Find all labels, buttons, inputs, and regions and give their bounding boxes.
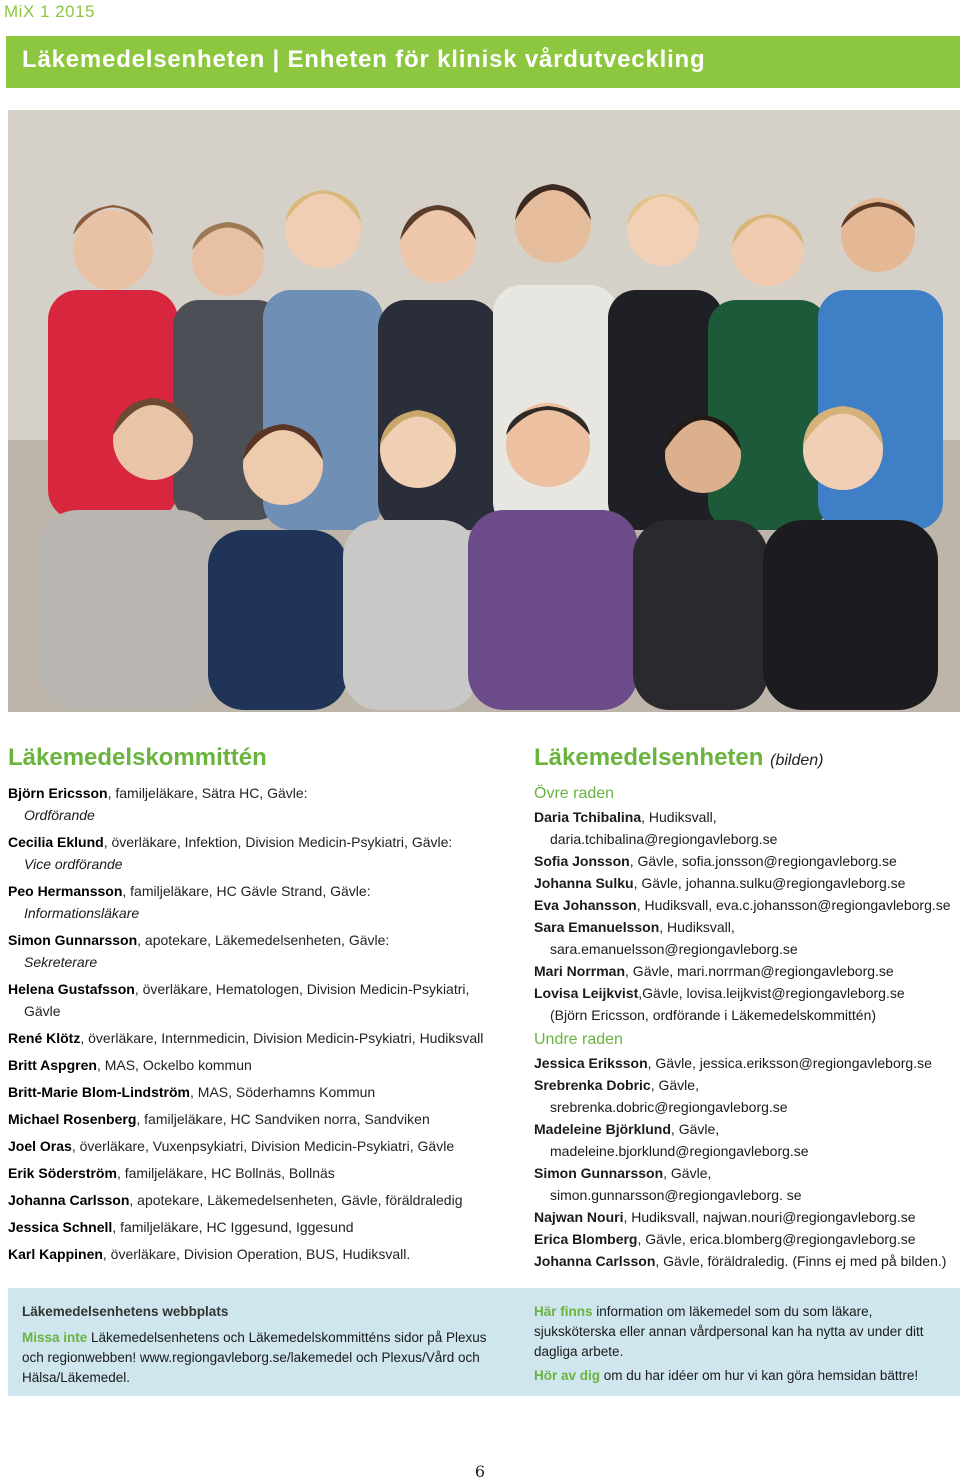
staff-details: (Björn Ericsson, ordförande i Läkemedelskommittén) <box>550 1007 877 1023</box>
member-name: Joel Oras <box>8 1138 72 1154</box>
staff-details: , Gävle, mari.norrman@regiongavleborg.se <box>625 963 894 979</box>
member-details: , familjeläkare, HC Gävle Strand, Gävle: <box>122 883 371 899</box>
staff-details: , Hudiksvall, <box>659 919 735 935</box>
info-body-1: information om läkemedel som du som läkare, sjuksköterska eller annan vårdpersonal kan ha nytta av under ditt dagliga arbete. <box>534 1304 924 1359</box>
upper-row-label: Övre raden <box>534 785 615 802</box>
member-details: , apotekare, Läkemedelsenheten, Gävle, föräldraledig <box>129 1192 463 1208</box>
member-details: , överläkare, Infektion, Division Medicin-Psykiatri, Gävle: <box>103 834 453 850</box>
info-paragraph-2 <box>534 1366 950 1386</box>
committee-member <box>8 1162 518 1184</box>
committee-member <box>8 1081 518 1103</box>
member-name: Michael Rosenberg <box>8 1111 137 1127</box>
staff-details: , Gävle, jessica.eriksson@regiongavleborg.se <box>647 1055 932 1071</box>
committee-member <box>8 978 518 1000</box>
info-highlight-1: Här finns <box>534 1304 593 1319</box>
member-details: , apotekare, Läkemedelsenheten, Gävle: <box>137 932 390 948</box>
staff-member <box>534 1118 960 1140</box>
staff-member <box>534 1074 960 1096</box>
page-number: 6 <box>474 1462 486 1481</box>
website-heading: Läkemedelsenhetens webbplats <box>22 1304 229 1319</box>
staff-name: Sara Emanuelsson <box>534 919 660 935</box>
staff-member <box>534 894 960 916</box>
member-name: Peo Hermansson <box>8 883 123 899</box>
committee-member <box>8 782 518 804</box>
staff-details: , Gävle, <box>663 1165 712 1181</box>
staff-member <box>534 960 960 982</box>
unit-column <box>534 744 960 1272</box>
unit-title <box>534 744 960 772</box>
member-details: , familjeläkare, HC Sandviken norra, Sandviken <box>136 1111 430 1127</box>
staff-email: simon.gunnarsson@regiongavleborg. se <box>550 1187 802 1203</box>
group-photo <box>8 110 960 712</box>
staff-name: Eva Johansson <box>534 897 637 913</box>
staff-email: srebrenka.dobric@regiongavleborg.se <box>550 1099 788 1115</box>
committee-member <box>8 1027 518 1049</box>
website-highlight: Missa inte <box>22 1330 88 1345</box>
member-name: Erik Söderström <box>8 1165 117 1181</box>
staff-member <box>534 1162 960 1184</box>
staff-name: Simon Gunnarsson <box>534 1165 664 1181</box>
staff-member <box>534 916 960 938</box>
member-details: , överläkare, Vuxenpsykiatri, Division Medicin-Psykiatri, Gävle <box>71 1138 455 1154</box>
committee-member <box>8 1243 518 1265</box>
committee-title: Läkemedelskommittén <box>8 744 267 771</box>
member-details: , familjeläkare, Sätra HC, Gävle: <box>107 785 308 801</box>
staff-member <box>534 1250 960 1272</box>
committee-member <box>8 831 518 853</box>
member-role: Sekreterare <box>24 954 98 970</box>
website-body: Läkemedelsenhetens och Läkemedelskommitténs sidor på Plexus och regionwebben! www.regiongavleborg.se/lakemedel och Plexus/Vård och Hälsa/Läkemedel. <box>22 1330 487 1385</box>
member-name: Britt Aspgren <box>8 1057 97 1073</box>
unit-title-sub: (bilden) <box>770 752 824 769</box>
staff-name: Daria Tchibalina <box>534 809 642 825</box>
staff-name: Erica Blomberg <box>534 1231 638 1247</box>
staff-details: , Hudiksvall, najwan.nouri@regiongavleborg.se <box>623 1209 916 1225</box>
staff-details: , Gävle, johanna.sulku@regiongavleborg.se <box>633 875 906 891</box>
committee-member <box>8 929 518 951</box>
staff-details: , Gävle, <box>650 1077 699 1093</box>
staff-name: Johanna Carlsson <box>534 1253 656 1269</box>
staff-details: , Hudiksvall, <box>641 809 717 825</box>
member-name: René Klötz <box>8 1030 81 1046</box>
banner-title: Läkemedelsenheten | Enheten för klinisk vårdutveckling <box>22 46 706 73</box>
member-details: , familjeläkare, HC Bollnäs, Bollnäs <box>116 1165 335 1181</box>
staff-name: Johanna Sulku <box>534 875 634 891</box>
info-box-left <box>22 1302 502 1388</box>
staff-details: , Gävle, föräldraledig. (Finns ej med på bilden.) <box>655 1253 947 1269</box>
info-body-2: om du har idéer om hur vi kan göra hemsidan bättre! <box>600 1368 919 1383</box>
member-name: Helena Gustafsson <box>8 981 135 997</box>
member-role: Vice ordförande <box>24 856 123 872</box>
lower-row-list <box>534 1052 960 1272</box>
staff-name: Lovisa Leijkvist <box>534 985 639 1001</box>
staff-member <box>534 850 960 872</box>
member-name: Britt-Marie Blom-Lindström <box>8 1084 190 1100</box>
staff-member <box>534 872 960 894</box>
member-name: Karl Kappinen <box>8 1246 103 1262</box>
group-photo-illustration <box>8 110 960 712</box>
committee-member <box>8 1135 518 1157</box>
member-role: Ordförande <box>24 807 95 823</box>
member-details: , MAS, Söderhamns Kommun <box>190 1084 376 1100</box>
issue-tag: MiX 1 2015 <box>4 2 95 21</box>
staff-name: Jessica Eriksson <box>534 1055 648 1071</box>
spacer <box>8 1265 518 1270</box>
info-box-right <box>534 1302 950 1386</box>
lower-row-label: Undre raden <box>534 1031 623 1048</box>
staff-name: Najwan Nouri <box>534 1209 624 1225</box>
website-text <box>22 1328 502 1388</box>
committee-list <box>8 782 518 1270</box>
staff-details: , Gävle, sofia.jonsson@regiongavleborg.se <box>629 853 897 869</box>
staff-details: , Hudiksvall, eva.c.johansson@regiongavleborg.se <box>636 897 951 913</box>
staff-member <box>534 1206 960 1228</box>
committee-member <box>8 880 518 902</box>
committee-member <box>8 1189 518 1211</box>
staff-name: Mari Norrman <box>534 963 626 979</box>
staff-name: Sofia Jonsson <box>534 853 630 869</box>
member-details: , överläkare, Internmedicin, Division Medicin-Psykiatri, Hudiksvall <box>80 1030 484 1046</box>
member-details: , överläkare, Hematologen, Division Medicin-Psykiatri, <box>134 981 470 997</box>
info-paragraph-1 <box>534 1302 950 1362</box>
member-name: Björn Ericsson <box>8 785 108 801</box>
member-name: Johanna Carlsson <box>8 1192 130 1208</box>
staff-member <box>534 1052 960 1074</box>
committee-member <box>8 1108 518 1130</box>
info-highlight-2: Hör av dig <box>534 1368 601 1383</box>
staff-email: sara.emanuelsson@regiongavleborg.se <box>550 941 798 957</box>
staff-member <box>534 806 960 828</box>
member-details: , överläkare, Division Operation, BUS, Hudiksvall. <box>102 1246 411 1262</box>
member-role: Informationsläkare <box>24 905 140 921</box>
member-name: Jessica Schnell <box>8 1219 113 1235</box>
committee-member <box>8 1054 518 1076</box>
member-details-cont: Gävle <box>24 1003 61 1019</box>
staff-details: ,Gävle, lovisa.leijkvist@regiongavleborg.se <box>638 985 905 1001</box>
section-banner <box>6 36 960 88</box>
member-details: , familjeläkare, HC Iggesund, Iggesund <box>112 1219 354 1235</box>
staff-name: Madeleine Björklund <box>534 1121 671 1137</box>
committee-member <box>8 1216 518 1238</box>
staff-email: madeleine.bjorklund@regiongavleborg.se <box>550 1143 809 1159</box>
staff-details: , Gävle, <box>670 1121 720 1137</box>
staff-details: , Gävle, erica.blomberg@regiongavleborg.se <box>637 1231 916 1247</box>
committee-column <box>8 744 518 1270</box>
staff-member <box>534 982 960 1004</box>
staff-member <box>534 1228 960 1250</box>
staff-email: daria.tchibalina@regiongavleborg.se <box>550 831 778 847</box>
unit-title-main: Läkemedelsenheten <box>534 744 764 771</box>
member-details: , MAS, Ockelbo kommun <box>96 1057 252 1073</box>
info-box <box>8 1288 960 1396</box>
member-name: Simon Gunnarsson <box>8 932 138 948</box>
staff-member <box>534 1004 960 1026</box>
member-name: Cecilia Eklund <box>8 834 104 850</box>
upper-row-list <box>534 806 960 1026</box>
staff-name: Srebrenka Dobric <box>534 1077 651 1093</box>
